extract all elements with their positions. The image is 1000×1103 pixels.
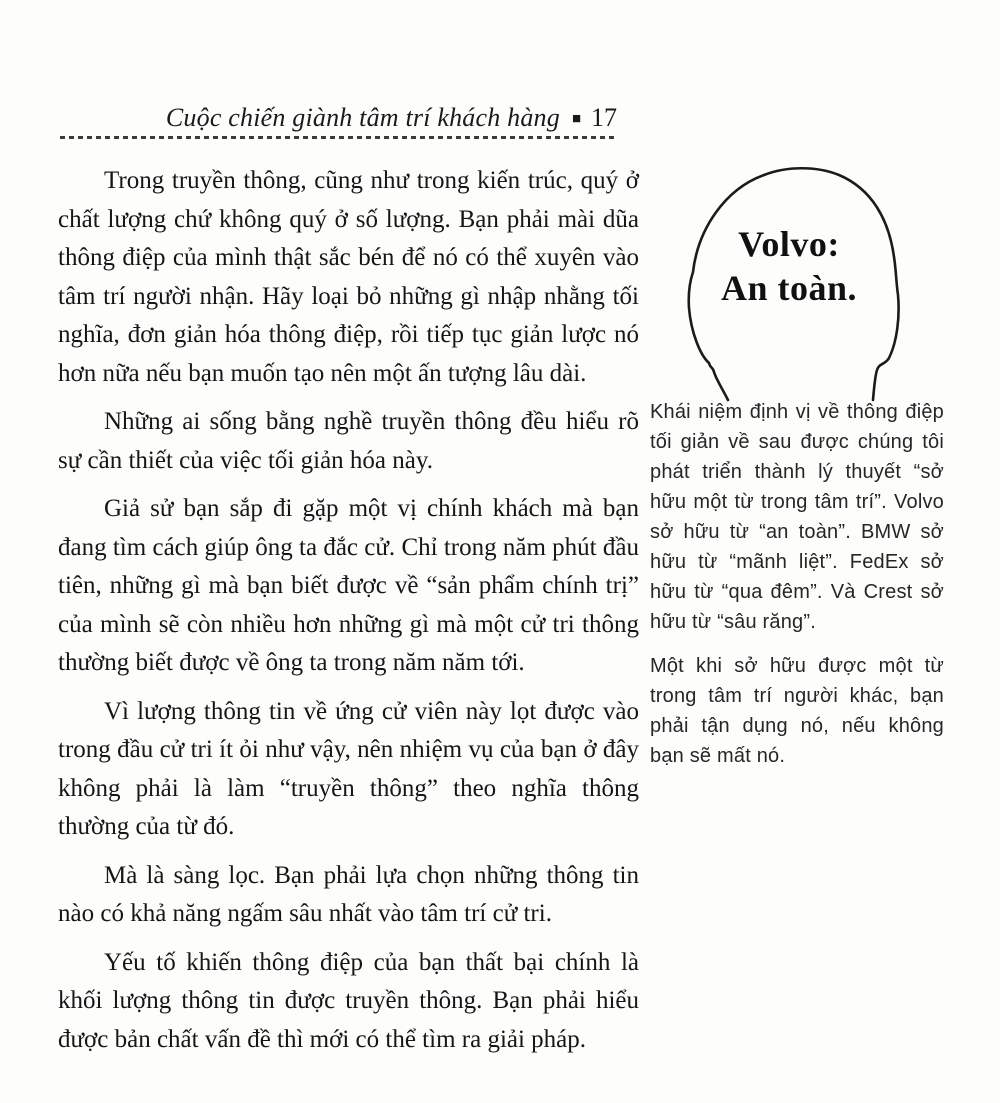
body-paragraph: Những ai sống bằng nghề truyền thông đều hiểu rõ sự cần thiết của việc tối giản hóa này. <box>58 408 639 474</box>
body-text-column <box>58 162 639 1069</box>
body-paragraph: Yếu tố khiến thông điệp của bạn thất bại chính là khối lượng thông tin được truyền thông. Bạn phải hiểu được bản chất vấn đề thì mới có thể tìm ra giải pháp. <box>58 948 639 1053</box>
sidebar-note-paragraph: Khái niệm định vị về thông điệp tối giản về sau được chúng tôi phát triển thành lý thuyết “sở hữu một từ trong tâm trí”. Volvo sở hữu từ “an toàn”. BMW sở hữu từ “mãnh liệt”. FedEx sở hữu từ “qua đêm”. Và Crest sở hữu từ “sâu răng”. <box>650 401 944 633</box>
body-paragraph: Trong truyền thông, cũng như trong kiến trúc, quý ở chất lượng chứ không quý ở số lượng. Bạn phải mài dũa thông điệp của mình thật sắc bén để nó có thể xuyên vào tâm trí người nhận. Hãy loại bỏ những gì nhập nhằng tối nghĩa, đơn giản hóa thông điệp, rồi tiếp tục giản lược nó hơn nữa nếu bạn muốn tạo nên một ấn tượng lâu dài. <box>58 167 639 387</box>
running-header <box>60 103 617 134</box>
body-paragraph: Mà là sàng lọc. Bạn phải lựa chọn những thông tin nào có khả năng ngấm sâu nhất vào tâm trí cử tri. <box>58 861 639 927</box>
page-number: 17 <box>591 103 617 132</box>
head-label-line1: Volvo: <box>738 224 840 264</box>
sidebar-note-paragraph: Một khi sở hữu được một từ trong tâm trí người khác, bạn phải tận dụng nó, nếu không bạn sẽ mất nó. <box>650 655 944 767</box>
dashed-header-rule <box>60 136 618 139</box>
head-label <box>668 222 910 310</box>
body-paragraph: Vì lượng thông tin về ứng cử viên này lọt được vào trong đầu cử tri ít ỏi như vậy, nên nhiệm vụ của bạn ở đây không phải là làm “truyền thông” theo nghĩa thông thường của từ đó. <box>58 697 639 840</box>
square-bullet-icon: ■ <box>571 111 581 127</box>
sidebar-notes <box>650 397 944 785</box>
body-paragraph: Giả sử bạn sắp đi gặp một vị chính khách mà bạn đang tìm cách giúp ông ta đắc cử. Chỉ trong năm phút đầu tiên, những gì mà bạn biết được về “sản phẩm chính trị” của mình sẽ còn nhiều hơn những gì mà một cử tri thông thường biết được về ông ta trong năm năm tới. <box>58 495 639 676</box>
running-header-title: Cuộc chiến giành tâm trí khách hàng <box>165 103 560 132</box>
head-label-line2: An toàn. <box>720 268 858 308</box>
